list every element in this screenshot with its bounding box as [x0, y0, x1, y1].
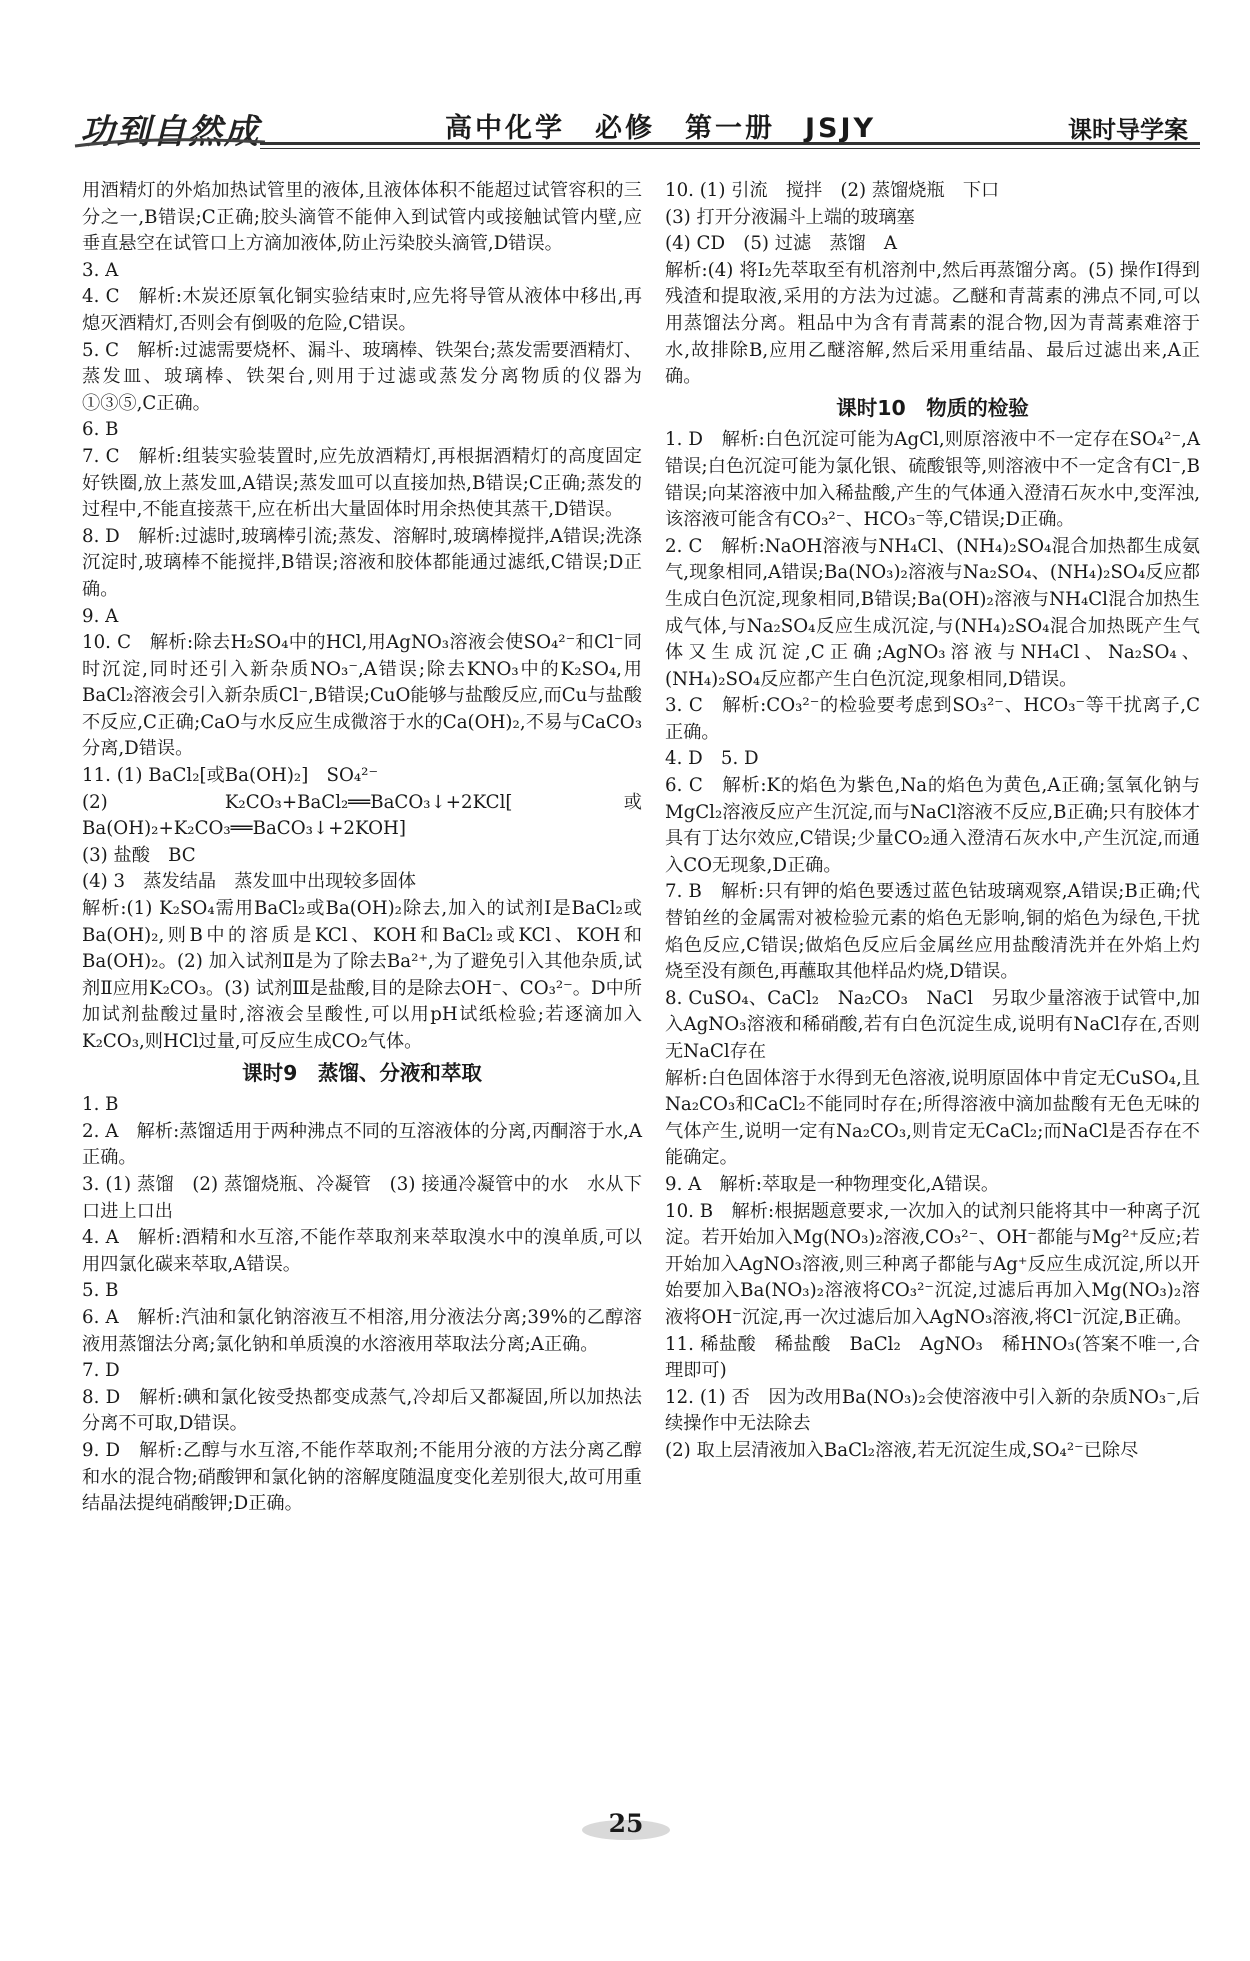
answer-item: 8. D 解析:过滤时,玻璃棒引流;蒸发、溶解时,玻璃棒搅拌,A错误;洗涤沉淀时,玻璃棒不能搅拌,B错误;溶液和胶体都能通过滤纸,C错误;D正确。 — [82, 525, 642, 600]
answer-item: 5. B — [82, 1280, 119, 1302]
answer-explanation: 解析:白色固体溶于水得到无色溶液,说明原固体中肯定无CuSO₄,且Na₂CO₃和CaCl₂不能同时存在;所得溶液中滴加盐酸有无色无味的气体产生,说明一定有Na₂CO₃,则肯定无CaCl₂;而NaCl是否存在不能确定。 — [665, 1067, 1200, 1169]
answer-item: 8. D 解析:碘和氯化铵受热都变成蒸气,冷却后又都凝固,所以加热法分离不可取,D错误。 — [82, 1386, 642, 1435]
section-heading-lesson-10: 课时10 物质的检验 — [836, 395, 1029, 420]
answer-item: 3. A — [82, 259, 119, 281]
answer-item: 7. B 解析:只有钾的焰色要透过蓝色钴玻璃观察,A错误;B正确;代替铂丝的金属需对被检验元素的焰色无影响,铜的焰色为绿色,干扰焰色反应,C错误;做焰色反应后金属丝应用盐酸清洗并在外焰上灼烧至没有颜色,再蘸取其他样品灼烧,D错误。 — [665, 881, 1200, 983]
answer-item: (4) CD (5) 过滤 蒸馏 A — [665, 233, 898, 255]
answer-item: 2. A 解析:蒸馏适用于两种沸点不同的互溶液体的分离,丙酮溶于水,A正确。 — [82, 1120, 642, 1169]
answer-item: 5. C 解析:过滤需要烧杯、漏斗、玻璃棒、铁架台;蒸发需要酒精灯、蒸发皿、玻璃棒、铁架台,则用于过滤或蒸发分离物质的仪器为①③⑤,C正确。 — [82, 339, 642, 414]
answer-item: (4) 3 蒸发结晶 蒸发皿中出现较多固体 — [82, 871, 417, 893]
answer-item: 6. C 解析:K的焰色为紫色,Na的焰色为黄色,A正确;氢氧化钠与MgCl₂溶液反应产生沉淀,而与NaCl溶液不反应,B正确;只有胶体才具有丁达尔效应,C错误;少量CO₂通入澄清石灰水中,产生沉淀,而通入CO无现象,D正确。 — [665, 775, 1200, 876]
brand-logo: 功到自然成 — [80, 112, 260, 152]
header-rule — [260, 142, 1200, 145]
answer-item: 9. D 解析:乙醇与水互溶,不能作萃取剂;不能用分液的方法分离乙醇和水的混合物;硝酸钾和氯化钠的溶解度随温度变化差别很大,故可用重结晶法提纯硝酸钾;D正确。 — [82, 1439, 642, 1515]
answer-item: 11. 稀盐酸 稀盐酸 BaCl₂ AgNO₃ 稀HNO₃(答案不唯一,合理即可) — [665, 1333, 1200, 1382]
book-title: 高中化学 必修 第一册 JSJY — [445, 113, 877, 144]
logo-swash-icon — [70, 136, 270, 150]
header-rule-thin — [260, 148, 1200, 149]
answer-explanation: 解析:(1) K₂SO₄需用BaCl₂或Ba(OH)₂除去,加入的试剂Ⅰ是BaCl₂或Ba(OH)₂,则B中的溶质是KCl、KOH和BaCl₂或KCl、KOH和Ba(OH)₂。(2) 加入试剂Ⅱ是为了除去Ba²⁺,为了避免引入其他杂质,试剂Ⅱ应用K₂CO₃。(3) 试剂Ⅲ是盐酸,目的是除去OH⁻、CO₃²⁻。D中所加试剂盐酸过量时,溶液会呈酸性,可以用pH试纸检验;若逐滴加入K₂CO₃,则HCl过量,可反应生成CO₂气体。 — [82, 898, 642, 1052]
answer-item: 6. B — [82, 419, 119, 441]
answer-item: 9. A — [82, 605, 119, 627]
answer-item: (2) K₂CO₃+BaCl₂══BaCO₃↓+2KCl[或Ba(OH)₂+K₂CO₃══BaCO₃↓+2KOH] — [82, 791, 642, 840]
left-column — [82, 178, 642, 1518]
answer-item: 11. (1) BaCl₂[或Ba(OH)₂] SO₄²⁻ — [82, 765, 379, 787]
answer-item: (3) 盐酸 BC — [82, 844, 196, 866]
answer-item: 2. C 解析:NaOH溶液与NH₄Cl、(NH₄)₂SO₄混合加热都生成氨气,现象相同,A错误;Ba(NO₃)₂溶液与Na₂SO₄、(NH₄)₂SO₄反应都生成白色沉淀,现象相同,B错误;Ba(OH)₂溶液与NH₄Cl混合加热生成气体,与Na₂SO₄反应生成沉淀,与(NH₄)₂SO₄混合加热既产生气体又生成沉淀,C正确;AgNO₃溶液与NH₄Cl、Na₂SO₄、(NH₄)₂SO₄反应都产生白色沉淀,现象相同,D错误。 — [665, 535, 1200, 690]
answer-item: 3. C 解析:CO₃²⁻的检验要考虑到SO₃²⁻、HCO₃⁻等干扰离子,C正确。 — [665, 695, 1200, 743]
series-name: 课时导学案 — [1068, 116, 1188, 144]
answer-item: 12. (1) 否 因为改用Ba(NO₃)₂会使溶液中引入新的杂质NO₃⁻,后续操作中无法除去 — [665, 1386, 1200, 1435]
answer-item: (3) 打开分液漏斗上端的玻璃塞 — [665, 206, 915, 228]
answer-item: 8. CuSO₄、CaCl₂ Na₂CO₃ NaCl 另取少量溶液于试管中,加入AgNO₃溶液和稀硝酸,若有白色沉淀生成,说明有NaCl存在,否则无NaCl存在 — [665, 987, 1200, 1062]
answer-item: 9. A 解析:萃取是一种物理变化,A错误。 — [665, 1173, 1000, 1195]
answer-text: 用酒精灯的外焰加热试管里的液体,且液体体积不能超过试管容积的三分之一,B错误;C正确;胶头滴管不能伸入到试管内或接触试管内壁,应垂直悬空在试管口上方滴加液体,防止污染胶头滴管,D错误。 — [82, 180, 642, 255]
answer-item: 4. D 5. D — [665, 748, 759, 770]
answer-item: 7. C 解析:组装实验装置时,应先放酒精灯,再根据酒精灯的高度固定好铁圈,放上蒸发皿,A错误;蒸发皿可以直接加热,B错误;C正确;蒸发的过程中,不能直接蒸干,应在析出大量固体时用余热使其蒸干,D错误。 — [82, 445, 642, 521]
answer-item: 3. (1) 蒸馏 (2) 蒸馏烧瓶、冷凝管 (3) 接通冷凝管中的水 水从下口进上口出 — [82, 1173, 642, 1222]
page-number: 25 — [608, 1809, 644, 1838]
answer-item: 6. A 解析:汽油和氯化钠溶液互不相溶,用分液法分离;39%的乙醇溶液用蒸馏法分离;氯化钠和单质溴的水溶液用萃取法分离;A正确。 — [82, 1306, 642, 1355]
answer-item: 10. B 解析:根据题意要求,一次加入的试剂只能将其中一种离子沉淀。若开始加入Mg(NO₃)₂溶液,CO₃²⁻、OH⁻都能与Mg²⁺反应;若开始加入AgNO₃溶液,则三种离子都能与Ag⁺反应生成沉淀,所以开始要加入Ba(NO₃)₂溶液将CO₃²⁻沉淀,过滤后再加入Mg(NO₃)₂溶液将OH⁻沉淀,再一次过滤后加入AgNO₃溶液,将Cl⁻沉淀,B正确。 — [665, 1200, 1200, 1328]
page-header — [70, 96, 1200, 152]
answer-explanation: 解析:(4) 将I₂先萃取至有机溶剂中,然后再蒸馏分离。(5) 操作Ⅰ得到残渣和提取液,采用的方法为过滤。乙醚和青蒿素的沸点不同,可以用蒸馏法分离。粗品中为含有青蒿素的混合物,因为青蒿素难溶于水,故排除B,应用乙醚溶解,然后采用重结晶、最后过滤出来,A正确。 — [665, 259, 1200, 388]
answer-item: 4. A 解析:酒精和水互溶,不能作萃取剂来萃取溴水中的溴单质,可以用四氯化碳来萃取,A错误。 — [82, 1227, 642, 1275]
right-column — [665, 178, 1200, 1465]
answer-item: (2) 取上层清液加入BaCl₂溶液,若无沉淀生成,SO₄²⁻已除尽 — [665, 1439, 1139, 1461]
answer-item: 4. C 解析:木炭还原氧化铜实验结束时,应先将导管从液体中移出,再熄灭酒精灯,否则会有倒吸的危险,C错误。 — [82, 286, 642, 334]
section-heading-lesson-9: 课时9 蒸馏、分液和萃取 — [242, 1060, 482, 1085]
answer-item: 1. B — [82, 1094, 119, 1116]
answer-item: 7. D — [82, 1360, 120, 1382]
answer-item: 10. C 解析:除去H₂SO₄中的HCl,用AgNO₃溶液会使SO₄²⁻和Cl⁻同时沉淀,同时还引入新杂质NO₃⁻,A错误;除去KNO₃中的K₂SO₄,用BaCl₂溶液会引入新杂质Cl⁻,B错误;CuO能够与盐酸反应,而Cu与盐酸不反应,C正确;CaO与水反应生成微溶于水的Ca(OH)₂,不易与CaCO₃分离,D错误。 — [82, 632, 642, 760]
answer-item: 10. (1) 引流 搅拌 (2) 蒸馏烧瓶 下口 — [665, 180, 1000, 201]
answer-item: 1. D 解析:白色沉淀可能为AgCl,则原溶液中不一定存在SO₄²⁻,A错误;白色沉淀可能为氯化银、硫酸银等,则溶液中不一定含有Cl⁻,B错误;向某溶液中加入稀盐酸,产生的气体通入澄清石灰水中,变浑浊,该溶液可能含有CO₃²⁻、HCO₃⁻等,C错误;D正确。 — [665, 429, 1200, 531]
